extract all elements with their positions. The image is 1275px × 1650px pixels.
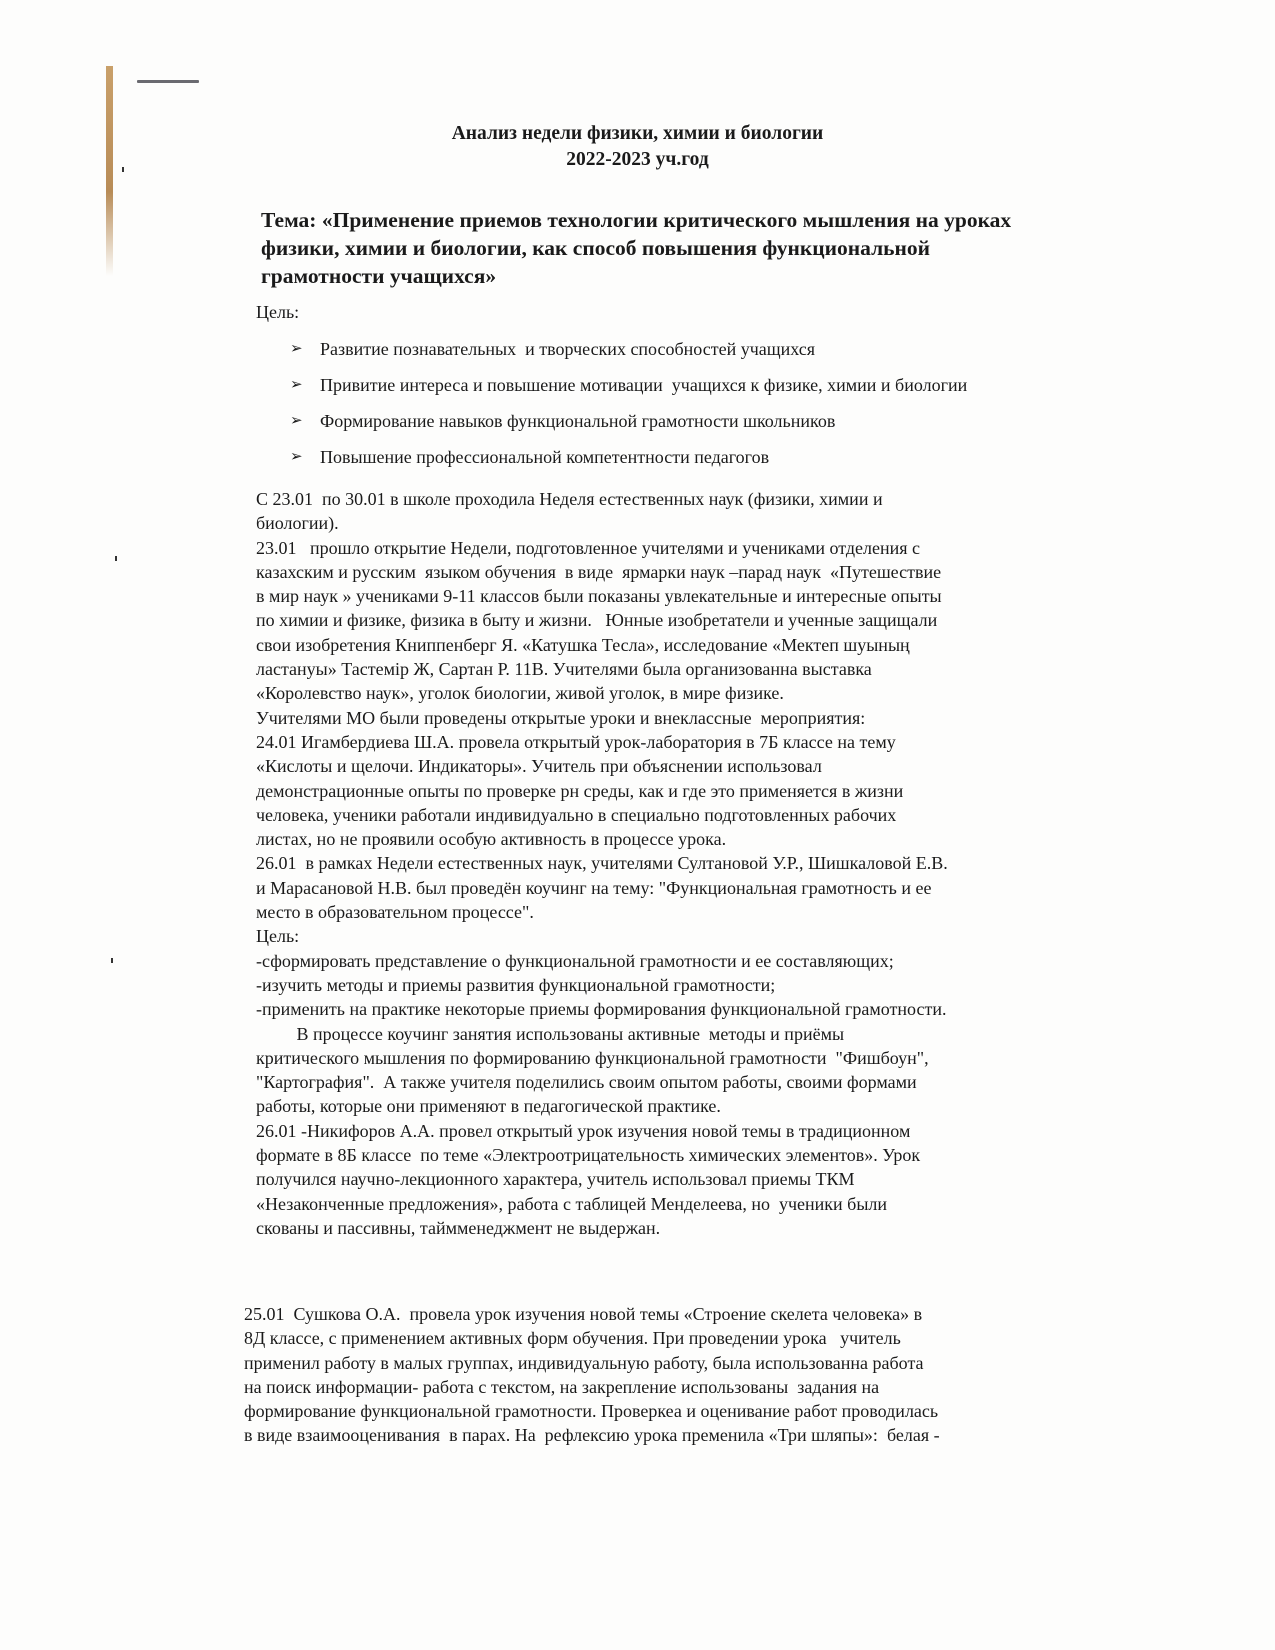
text-line: -применить на практике некоторые приемы формирования функциональной грамотности. (256, 999, 947, 1020)
report-body-continued (244, 1302, 940, 1448)
goal-text: Формирование навыков функциональной грамотности школьников (320, 411, 836, 431)
text-line: получился научно-лекционного характера, учитель использовал приемы ТКМ (256, 1169, 855, 1190)
text-line: 25.01 Сушкова О.А. провела урок изучения новой темы «Строение скелета человека» в (244, 1304, 923, 1324)
text-line: формирование функциональной грамотности. Проверкеа и оценивание работ проводилась (244, 1401, 939, 1422)
text-line: "Картография". А также учителя поделились своим опытом работы, своими формами (256, 1072, 917, 1093)
text-line: 26.01 -Никифоров А.А. провел открытый урок изучения новой темы в традиционном (256, 1120, 911, 1141)
goal-item (290, 337, 967, 373)
goal-item (290, 445, 967, 481)
arrow-bullet-icon: ➢ (290, 449, 303, 465)
text-line: по химии и физике, физика в быту и жизни. Юнные изобретатели и ученные защищали (256, 610, 938, 631)
goal-text: Повышение профессиональной компетентности педагогов (320, 447, 770, 467)
pen-mark (137, 80, 199, 83)
goal-item (290, 409, 967, 445)
text-line: 24.01 Игамбердиева Ш.А. провела открытый урок-лаборатория в 7Б классе на тему (256, 731, 896, 752)
text-line: В процессе коучинг занятия использованы активные методы и приёмы (256, 1023, 845, 1044)
goal-text: Привитие интереса и повышение мотивации учащихся к физике, химии и биологии (320, 375, 968, 395)
text-line: в мир наук » учениками 9-11 классов были показаны увлекательные и интересные опыты (256, 586, 942, 607)
text-line: свои изобретения Книппенберг Я. «Катушка Тесла», исследование «Мектеп шуының (256, 634, 910, 655)
goal-text: Развитие познавательных и творческих способностей учащихся (320, 339, 815, 359)
text-line: демонстрационные опыты по проверке рн среды, как и где это применяется в жизни (256, 780, 904, 801)
document-year: 2022-2023 уч.год (566, 149, 709, 170)
text-line: 23.01 прошло открытие Недели, подготовленное учителями и учениками отделения с (256, 537, 921, 558)
text-line: и Марасановой Н.В. был проведён коучинг на тему: "Функциональная грамотность и ее (256, 877, 932, 898)
text-line: формате в 8Б классе по теме «Электроотрицательность химических элементов». Урок (256, 1145, 921, 1166)
text-line: применил работу в малых группах, индивидуальную работу, была использованна работа (244, 1352, 924, 1373)
text-line: на поиск информации- работа с текстом, на закрепление использованы задания на (244, 1376, 880, 1397)
text-line: работы, которые они применяют в педагогической практике. (256, 1096, 721, 1117)
text-line: ластануы» Тастемір Ж, Сартан Р. 11В. Учителями была организованна выставка (256, 659, 872, 680)
text-line: 8Д классе, с применением активных форм обучения. При проведении урока учитель (244, 1328, 901, 1349)
text-line: 26.01 в рамках Недели естественных наук, учителями Султановой У.Р., Шишкаловой Е.В. (256, 853, 948, 874)
text-line: Учителями МО были проведены открытые уроки и внеклассные мероприятия: (256, 707, 866, 728)
text-line: место в образовательном процессе". (256, 902, 534, 923)
text-line: казахским и русским языком обучения в виде ярмарки наук –парад наук «Путешествие (256, 561, 942, 582)
text-line: биологии). (256, 513, 339, 534)
text-line: человека, ученики работали индивидуально в специально подготовленных рабочих (256, 804, 897, 825)
goals-list (290, 337, 967, 481)
text-line: листах, но не проявили особую активность в процессе урока. (256, 829, 727, 850)
text-line: С 23.01 по 30.01 в школе проходила Неделя естественных наук (физики, химии и (256, 489, 883, 509)
text-line: -сформировать представление о функциональной грамотности и ее составляющих; (256, 950, 894, 971)
punch-mark (111, 958, 113, 963)
document-title: Анализ недели физики, химии и биологии (451, 123, 824, 144)
document-theme: Тема: «Применение приемов технологии критического мышления на уроках физики, химии и биологии, как способ повышения функциональной грамотности учащихся» (261, 208, 1012, 288)
report-body (256, 487, 948, 1240)
goal-label: Цель: (256, 302, 300, 322)
arrow-bullet-icon: ➢ (290, 413, 303, 429)
text-line: -изучить методы и приемы развития функциональной грамотности; (256, 974, 776, 995)
arrow-bullet-icon: ➢ (290, 341, 303, 357)
text-line: «Незаконченные предложения», работа с таблицей Менделеева, но ученики были (256, 1193, 888, 1214)
text-line: «Королевство наук», уголок биологии, живой уголок, в мире физике. (256, 683, 784, 704)
text-line: Цель: (256, 926, 300, 947)
goal-item (290, 373, 967, 409)
text-line: «Кислоты и щелочи. Индикаторы». Учитель при объяснении использовал (256, 756, 822, 777)
punch-mark (115, 556, 117, 561)
text-line: скованы и пассивны, таймменеджмент не выдержан. (256, 1217, 661, 1238)
text-line: критического мышления по формированию функциональной грамотности "Фишбоун", (256, 1047, 929, 1068)
text-line: в виде взаимооценивания в парах. На рефлексию урока пременила «Три шляпы»: белая - (244, 1425, 940, 1446)
arrow-bullet-icon: ➢ (290, 377, 303, 393)
